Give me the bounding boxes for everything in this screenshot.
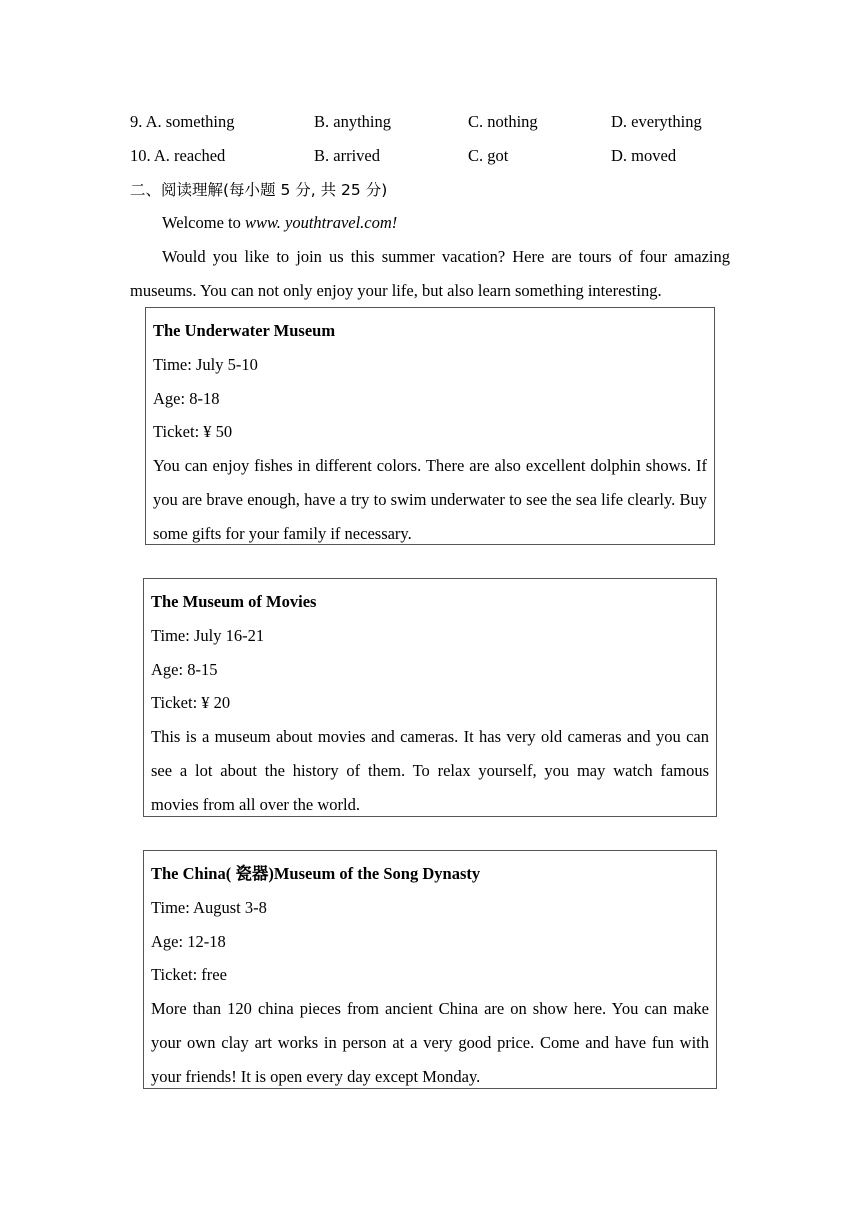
museum-card-movies: [143, 578, 717, 817]
museum-title: The Museum of Movies: [151, 592, 317, 611]
question-10-option-a: 10. A. reached: [130, 146, 226, 165]
museum-time: Time: July 16-21: [151, 625, 265, 645]
question-10-option-b: B. arrived: [314, 146, 380, 165]
museum-description: This is a museum about movies and cameras. It has very old cameras and you can see a lot about the history of them. To relax yourself, you may watch famous movies from all over the world.: [151, 727, 709, 814]
museum-ticket: Ticket: free: [151, 965, 227, 985]
museum-description: More than 120 china pieces from ancient China are on show here. You can make your own clay art works in person at a very good price. Come and have fun with your friends! It is open every day except Monday.: [151, 999, 709, 1086]
museum-title: The Underwater Museum: [153, 321, 336, 340]
museum-age: Age: 12-18: [151, 931, 226, 951]
website-url: www. youthtravel.com!: [244, 213, 398, 232]
question-9-option-c: C. nothing: [468, 112, 538, 131]
museum-card-china: [143, 850, 717, 1089]
question-10-option-c: C. got: [468, 146, 509, 165]
question-10-option-d: D. moved: [611, 146, 677, 165]
welcome-line: [162, 213, 397, 233]
museum-title: The China( 瓷器)Museum of the Song Dynasty: [151, 864, 481, 883]
museum-time: Time: July 5-10: [153, 354, 258, 374]
section-heading: 二、阅读理解(每小题 5 分, 共 25 分): [130, 181, 388, 199]
intro-paragraph: Would you like to join us this summer vacation? Here are tours of four amazing museums. You can not only enjoy your life, but also learn something interesting.: [130, 247, 730, 300]
museum-ticket: Ticket: ¥ 50: [153, 422, 233, 442]
question-9-option-a: 9. A. something: [130, 112, 235, 131]
welcome-prefix: Welcome to: [162, 213, 245, 232]
question-9-option-b: B. anything: [314, 112, 391, 131]
museum-ticket: Ticket: ¥ 20: [151, 693, 231, 713]
museum-card-underwater: [145, 307, 715, 545]
museum-age: Age: 8-18: [153, 388, 220, 408]
museum-age: Age: 8-15: [151, 659, 218, 679]
museum-time: Time: August 3-8: [151, 897, 267, 917]
museum-description: You can enjoy fishes in different colors. There are also excellent dolphin shows. If you are brave enough, have a try to swim underwater to see the sea life clearly. Buy some gifts for your family if necessary.: [153, 456, 707, 543]
question-9-option-d: D. everything: [611, 112, 702, 131]
